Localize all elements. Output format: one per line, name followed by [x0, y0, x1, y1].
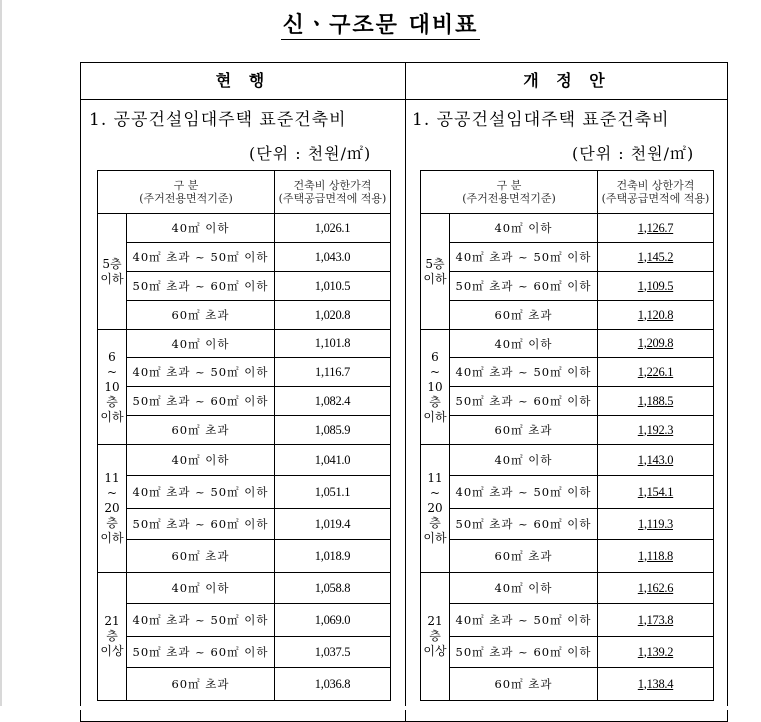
- table-row: [98, 214, 391, 243]
- category-header: [421, 171, 598, 214]
- area-range-cell: 60㎡ 초과: [450, 540, 598, 573]
- floor-group-label: 6 ~ 10 층 이하: [98, 330, 127, 445]
- page-left-edge: [0, 0, 2, 710]
- price-value-cell: [275, 445, 391, 476]
- price-value: 1,019.4: [314, 516, 351, 531]
- price-value: 1,118.8: [638, 548, 673, 563]
- price-header-label: 건축비 상한가격: [616, 179, 695, 192]
- table-row: [421, 540, 714, 573]
- table-row: [98, 445, 391, 476]
- area-range-cell: 60㎡ 초과: [450, 416, 598, 445]
- cost-table-current: [97, 170, 391, 701]
- table-row: [98, 509, 391, 540]
- table-row: [98, 416, 391, 445]
- price-header: [275, 171, 391, 214]
- area-range-cell: 60㎡ 초과: [127, 540, 275, 573]
- price-value-cell: [598, 243, 714, 272]
- area-range-cell: 40㎡ 이하: [450, 445, 598, 476]
- floor-group-label: 5층 이하: [421, 214, 450, 330]
- price-value-cell: [275, 214, 391, 243]
- cost-table-revised: [420, 170, 714, 701]
- area-range-cell: 50㎡ 초과 ~ 60㎡ 이하: [127, 509, 275, 540]
- area-range-cell: 40㎡ 초과 ~ 50㎡ 이하: [127, 476, 275, 509]
- price-value-cell: [598, 509, 714, 540]
- area-range-cell: 40㎡ 초과 ~ 50㎡ 이하: [450, 358, 598, 387]
- table-row: [98, 358, 391, 387]
- column-header-revised: 개 정 안: [523, 71, 611, 90]
- price-value: 1,082.4: [314, 393, 351, 408]
- category-header: [98, 171, 275, 214]
- price-value: 1,138.4: [637, 676, 674, 691]
- category-header-sub: (주거전용면적기준): [139, 192, 233, 205]
- floor-group-label: 5층 이하: [98, 214, 127, 330]
- floor-group-label: 11 ~ 20 층 이하: [98, 445, 127, 573]
- price-value: 1,026.1: [314, 220, 351, 235]
- table-row: [421, 243, 714, 272]
- column-header-current: 현 행: [215, 71, 271, 90]
- area-range-cell: 50㎡ 초과 ~ 60㎡ 이하: [450, 509, 598, 540]
- area-range-cell: 60㎡ 초과: [127, 301, 275, 330]
- area-range-cell: 50㎡ 초과 ~ 60㎡ 이하: [127, 387, 275, 416]
- section-title-revised: 1. 공공건설임대주택 표준건축비: [412, 110, 670, 130]
- area-range-cell: 40㎡ 이하: [127, 330, 275, 358]
- floor-group-label: 21 층 이상: [421, 573, 450, 701]
- category-header-label: 구 분: [173, 179, 199, 192]
- price-value-cell: [598, 668, 714, 701]
- price-value: 1,162.6: [637, 580, 674, 595]
- area-range-cell: 50㎡ 초과 ~ 60㎡ 이하: [127, 272, 275, 301]
- unit-note-current: (단위 : 천원/㎡): [249, 144, 372, 163]
- price-value: 1,101.8: [314, 336, 351, 350]
- column-divider: [405, 63, 406, 721]
- price-header: [598, 171, 714, 214]
- area-range-cell: 40㎡ 이하: [450, 214, 598, 243]
- table-row: [421, 416, 714, 445]
- table-row: [98, 573, 391, 604]
- price-value-cell: [275, 604, 391, 637]
- price-value-cell: [598, 272, 714, 301]
- price-value-cell: [275, 573, 391, 604]
- table-row: [421, 637, 714, 668]
- price-value: 1,173.8: [637, 612, 674, 627]
- comparison-frame: [80, 62, 728, 722]
- table-header-row: [421, 171, 714, 214]
- price-value: 1,154.1: [637, 484, 674, 499]
- price-value: 1,192.3: [637, 422, 674, 437]
- area-range-cell: 50㎡ 초과 ~ 60㎡ 이하: [450, 637, 598, 668]
- table-row: [421, 330, 714, 358]
- area-range-cell: 40㎡ 초과 ~ 50㎡ 이하: [127, 358, 275, 387]
- table-row: [421, 668, 714, 701]
- price-value-cell: [275, 301, 391, 330]
- area-range-cell: 60㎡ 초과: [450, 301, 598, 330]
- category-header-label: 구 분: [496, 179, 522, 192]
- price-value-cell: [275, 330, 391, 358]
- page-title: 신ㆍ구조문 대비표: [282, 12, 479, 38]
- price-value-cell: [275, 272, 391, 301]
- price-value-cell: [598, 604, 714, 637]
- table-row: [421, 573, 714, 604]
- price-value: 1,143.0: [637, 452, 674, 467]
- price-value-cell: [275, 476, 391, 509]
- table-row: [421, 445, 714, 476]
- table-row: [421, 604, 714, 637]
- price-value: 1,188.5: [637, 393, 674, 408]
- price-value: 1,226.1: [637, 364, 674, 379]
- area-range-cell: 40㎡ 초과 ~ 50㎡ 이하: [450, 243, 598, 272]
- price-value: 1,041.0: [314, 452, 351, 467]
- price-value-cell: [598, 330, 714, 358]
- table-row: [98, 540, 391, 573]
- price-header-sub: (주택공급면적에 적용): [278, 192, 387, 205]
- table-row: [98, 668, 391, 701]
- price-header-sub: (주택공급면적에 적용): [601, 192, 710, 205]
- table-row: [98, 301, 391, 330]
- price-value: 1,116.7: [315, 364, 350, 379]
- table-row: [98, 476, 391, 509]
- price-value-cell: [598, 416, 714, 445]
- price-value-cell: [598, 476, 714, 509]
- price-value-cell: [275, 358, 391, 387]
- table-row: [98, 387, 391, 416]
- price-value-cell: [275, 416, 391, 445]
- area-range-cell: 40㎡ 이하: [450, 330, 598, 358]
- price-value: 1,085.9: [314, 422, 351, 437]
- area-range-cell: 40㎡ 초과 ~ 50㎡ 이하: [127, 243, 275, 272]
- area-range-cell: 60㎡ 초과: [127, 416, 275, 445]
- price-value-cell: [598, 387, 714, 416]
- price-value-cell: [598, 445, 714, 476]
- floor-group-label: 6 ~ 10 층 이하: [421, 330, 450, 445]
- unit-note-revised: (단위 : 천원/㎡): [572, 144, 695, 163]
- price-value: 1,109.5: [637, 278, 674, 293]
- price-value-cell: [598, 214, 714, 243]
- area-range-cell: 40㎡ 이하: [127, 445, 275, 476]
- price-value: 1,036.8: [314, 676, 351, 691]
- area-range-cell: 50㎡ 초과 ~ 60㎡ 이하: [450, 387, 598, 416]
- table-row: [98, 637, 391, 668]
- area-range-cell: 40㎡ 이하: [127, 214, 275, 243]
- price-value-cell: [275, 668, 391, 701]
- price-value-cell: [275, 509, 391, 540]
- price-value-cell: [598, 358, 714, 387]
- area-range-cell: 40㎡ 초과 ~ 50㎡ 이하: [127, 604, 275, 637]
- price-value-cell: [598, 301, 714, 330]
- price-value-cell: [598, 637, 714, 668]
- area-range-cell: 50㎡ 초과 ~ 60㎡ 이하: [450, 272, 598, 301]
- price-value: 1,043.0: [314, 249, 351, 264]
- price-value: 1,209.8: [637, 336, 674, 350]
- area-range-cell: 50㎡ 초과 ~ 60㎡ 이하: [127, 637, 275, 668]
- table-header-row: [98, 171, 391, 214]
- area-range-cell: 60㎡ 초과: [127, 668, 275, 701]
- price-value: 1,126.7: [637, 220, 674, 235]
- floor-group-label: 21 층 이상: [98, 573, 127, 701]
- area-range-cell: 40㎡ 초과 ~ 50㎡ 이하: [450, 604, 598, 637]
- table-row: [421, 301, 714, 330]
- price-value: 1,051.1: [314, 484, 351, 499]
- price-header-label: 건축비 상한가격: [293, 179, 372, 192]
- price-value: 1,020.8: [314, 307, 351, 322]
- price-value: 1,119.3: [638, 516, 673, 531]
- price-value: 1,145.2: [637, 249, 674, 264]
- table-row: [421, 387, 714, 416]
- table-row: [421, 358, 714, 387]
- table-row: [98, 272, 391, 301]
- section-title-current: 1. 공공건설임대주택 표준건축비: [89, 110, 347, 130]
- price-value: 1,018.9: [314, 548, 351, 563]
- table-row: [421, 214, 714, 243]
- price-value: 1,037.5: [314, 644, 351, 659]
- table-row: [98, 604, 391, 637]
- price-value-cell: [598, 540, 714, 573]
- table-row: [421, 509, 714, 540]
- category-header-sub: (주거전용면적기준): [462, 192, 556, 205]
- price-value: 1,139.2: [637, 644, 674, 659]
- table-row: [98, 330, 391, 358]
- price-value-cell: [275, 243, 391, 272]
- area-range-cell: 40㎡ 이하: [127, 573, 275, 604]
- price-value-cell: [275, 387, 391, 416]
- page-bottom-edge: [0, 706, 761, 710]
- price-value: 1,010.5: [314, 278, 351, 293]
- table-row: [421, 272, 714, 301]
- area-range-cell: 60㎡ 초과: [450, 668, 598, 701]
- price-value: 1,069.0: [314, 612, 351, 627]
- price-value: 1,058.8: [314, 580, 351, 595]
- area-range-cell: 40㎡ 이하: [450, 573, 598, 604]
- table-row: [98, 243, 391, 272]
- price-value: 1,120.8: [637, 307, 674, 322]
- area-range-cell: 40㎡ 초과 ~ 50㎡ 이하: [450, 476, 598, 509]
- table-row: [421, 476, 714, 509]
- floor-group-label: 11 ~ 20 층 이하: [421, 445, 450, 573]
- price-value-cell: [598, 573, 714, 604]
- price-value-cell: [275, 637, 391, 668]
- price-value-cell: [275, 540, 391, 573]
